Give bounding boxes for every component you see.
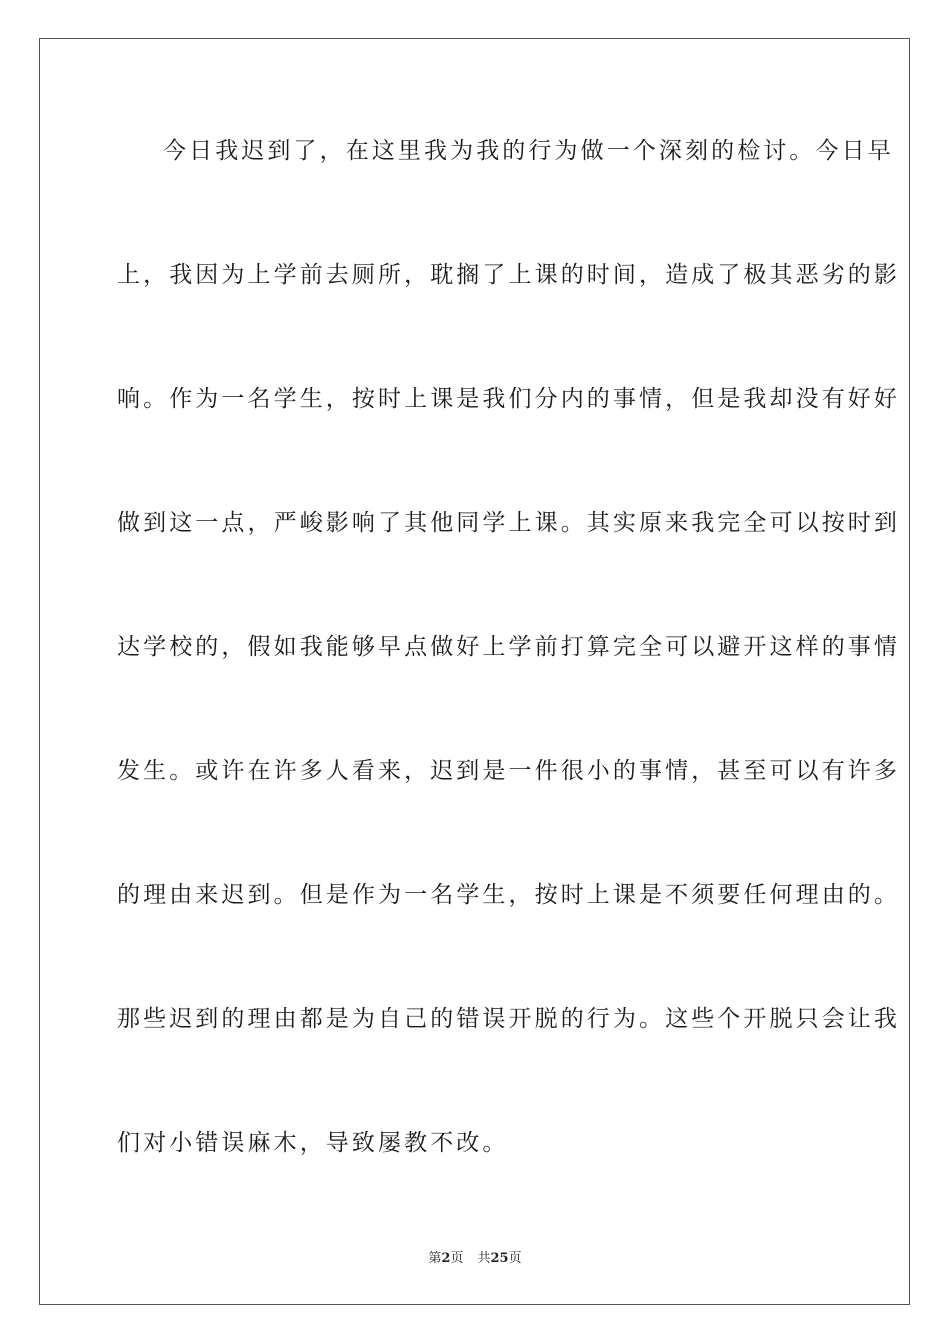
total-pages: 25 [490, 1251, 509, 1266]
page-suffix: 页 [450, 1251, 464, 1266]
paragraph-line-3: 响。作为一名学生，按时上课是我们分内的事情，但是我却没有好好 [117, 386, 900, 412]
paragraph-line-1: 今日我迟到了，在这里我为我的行为做一个深刻的检讨。今日早 [163, 138, 894, 164]
paragraph-line-6: 发生。或许在许多人看来，迟到是一件很小的事情，甚至可以有许多 [117, 758, 900, 784]
page-border [39, 38, 910, 1305]
total-prefix: 共 [477, 1251, 491, 1266]
paragraph-line-2: 上，我因为上学前去厕所，耽搁了上课的时间，造成了极其恶劣的影 [117, 262, 900, 288]
paragraph-line-5: 达学校的，假如我能够早点做好上学前打算完全可以避开这样的事情 [117, 634, 900, 660]
page-footer [0, 1247, 950, 1266]
paragraph-line-8: 那些迟到的理由都是为自己的错误开脱的行为。这些个开脱只会让我 [117, 1006, 900, 1032]
paragraph-line-9: 们对小错误麻木，导致屡教不改。 [117, 1130, 509, 1156]
page-prefix: 第 [428, 1251, 442, 1266]
total-suffix: 页 [508, 1251, 522, 1266]
paragraph-line-4: 做到这一点，严峻影响了其他同学上课。其实原来我完全可以按时到 [117, 510, 900, 536]
page-number: 2 [441, 1251, 451, 1266]
paragraph-line-7: 的理由来迟到。但是作为一名学生，按时上课是不须要任何理由的。 [117, 882, 900, 908]
